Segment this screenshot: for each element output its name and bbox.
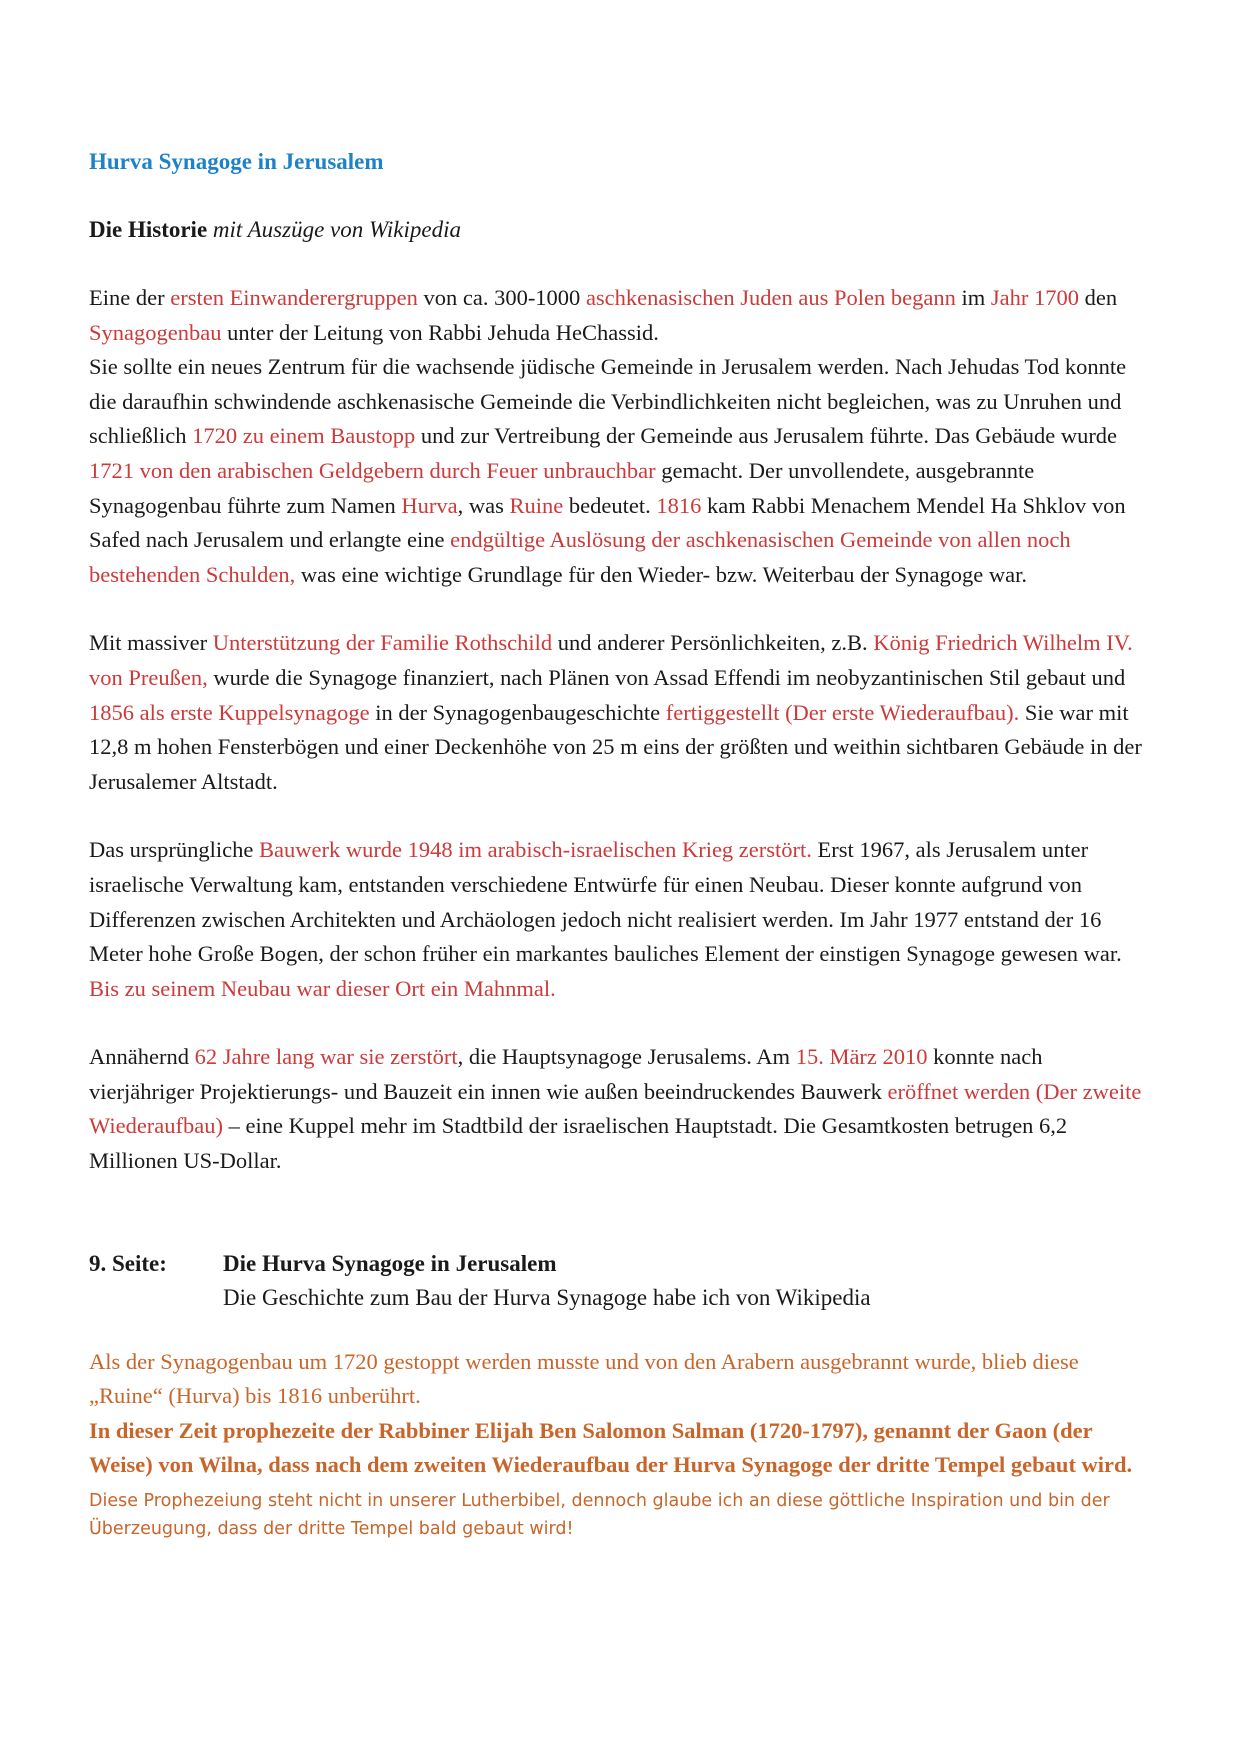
highlighted-text: 1720 zu einem Baustopp bbox=[192, 423, 416, 449]
chapter-title: Die Hurva Synagoge in Jerusalem bbox=[223, 1250, 557, 1276]
section-heading-bold: Die Historie bbox=[89, 217, 208, 242]
body-text: konnte nach vierjähriger Projektierungs- und Bauzeit ein innen wie außen beeindruckendes Bauwerk bbox=[89, 1044, 1043, 1104]
ruin-paragraph: Als der Synagogenbau um 1720 gestoppt werden musste und von den Arabern ausgebrannt wurde, blieb diese „Ruine“ (Hurva) bis 1816 unberührt. bbox=[89, 1348, 1079, 1409]
highlighted-text: 1816 bbox=[656, 492, 702, 518]
body-text: was eine wichtige Grundlage für den Wieder- bzw. Weiterbau der Synagoge war. bbox=[295, 561, 1027, 587]
highlighted-text: ersten Einwanderergruppen bbox=[170, 285, 418, 310]
body-text: gemacht. Der unvollendete, ausgebrannte Synagogenbau führte zum Namen bbox=[89, 457, 1035, 518]
body-text: Das ursprüngliche bbox=[89, 837, 259, 863]
body-text: Erst 1967, als Jerusalem unter israelische Verwaltung kam, entstanden verschiedene Entwürfe für einen Neubau. Dieser konnte aufgrund von Differenzen zwischen Architekten und Archäologen jedoch nicht realisiert werden. Im Jahr 1977 entstand der 16 Meter hohe Große Bogen, der schon früher ein markantes bauliches Element der einstigen Synagoge gewesen war. bbox=[89, 837, 1122, 967]
body-text: von ca. 300-1000 bbox=[417, 285, 586, 310]
highlighted-text: Jahr 1700 bbox=[990, 285, 1079, 310]
body-text: den bbox=[1078, 285, 1118, 310]
highlighted-text: 62 Jahre lang war sie zerstört bbox=[194, 1044, 458, 1070]
document-content bbox=[89, 145, 1149, 1543]
body-text: in der Synagogenbaugeschichte bbox=[369, 699, 666, 725]
body-text: unter der Leitung von Rabbi Jehuda HeChassid. bbox=[221, 319, 659, 345]
chapter-number: 9. Seite: bbox=[89, 1250, 167, 1276]
prophecy-paragraph: In dieser Zeit prophezeite der Rabbiner Elijah Ben Salomon Salman (1720-1797), genannt der Gaon (der Weise) von Wilna, dass nach dem zweiten Wiederaufbau der Hurva Synagoge der dritte Tempel gebaut wird. bbox=[89, 1417, 1133, 1478]
history-paragraph-4 bbox=[89, 1040, 1149, 1178]
chapter-description: Die Geschichte zum Bau der Hurva Synagoge habe ich von Wikipedia bbox=[223, 1284, 871, 1310]
highlighted-text: Synagogenbau bbox=[89, 319, 222, 345]
highlighted-text: eröffnet werden (Der zweite Wiederaufbau) bbox=[89, 1078, 1142, 1139]
highlighted-text: fertiggestellt (Der erste Wiederaufbau). bbox=[665, 699, 1020, 725]
body-text: wurde die Synagoge finanziert, nach Plänen von Assad Effendi im neobyzantinischen Stil gebaut und bbox=[207, 664, 1126, 690]
page-title: Hurva Synagoge in Jerusalem bbox=[89, 149, 384, 174]
body-text: Eine der bbox=[89, 285, 171, 310]
body-text: Mit massiver bbox=[89, 630, 213, 656]
history-paragraph-3 bbox=[89, 833, 1149, 1006]
highlighted-text: Unterstützung der Familie Rothschild bbox=[212, 630, 553, 656]
body-text: und anderer Persönlichkeiten, z.B. bbox=[552, 630, 874, 656]
body-text: , die Hauptsynagoge Jerusalems. Am bbox=[457, 1044, 796, 1070]
highlighted-text: 1856 als erste Kuppelsynagoge bbox=[89, 699, 370, 725]
section-heading bbox=[89, 213, 1149, 247]
chapter-body bbox=[223, 1247, 871, 1315]
highlighted-text: aschkenasischen Juden aus Polen begann bbox=[585, 285, 956, 310]
body-text: Sie sollte ein neues Zentrum für die wachsende jüdische Gemeinde in Jerusalem werden. Nach Jehudas Tod konnte die daraufhin schwindende aschkenasische Gemeinde die Verbindlichkeiten nicht begleichen, was zu Unruhen und schließlich bbox=[89, 354, 1127, 449]
highlighted-text: Hurva bbox=[401, 492, 458, 518]
body-text: , was bbox=[457, 492, 510, 518]
highlighted-text: Ruine bbox=[509, 492, 564, 518]
body-text: Annähernd bbox=[89, 1044, 195, 1070]
history-paragraph-1 bbox=[89, 281, 1149, 592]
body-text: Sie war mit 12,8 m hohen Fensterbögen und einer Deckenhöhe von 25 m eins der größten und weithin sichtbaren Gebäude in der Jerusalemer Altstadt. bbox=[89, 699, 1142, 794]
chapter-block bbox=[89, 1247, 1149, 1315]
history-paragraph-2 bbox=[89, 626, 1149, 799]
personal-note: Diese Prophezeiung steht nicht in unserer Lutherbibel, dennoch glaube ich an diese göttliche Inspiration und bin der Überzeugung, dass der dritte Tempel bald gebaut wird! bbox=[89, 1491, 1110, 1540]
highlighted-text: 1721 von den arabischen Geldgebern durch Feuer unbrauchbar bbox=[89, 457, 656, 483]
highlighted-text: Bauwerk wurde 1948 im arabisch-israelischen Krieg zerstört. bbox=[258, 837, 812, 863]
highlighted-text: Bis zu seinem Neubau war dieser Ort ein Mahnmal. bbox=[89, 975, 556, 1001]
highlighted-text: König Friedrich Wilhelm IV. von Preußen, bbox=[89, 630, 1133, 690]
body-text: im bbox=[955, 285, 991, 310]
body-text: – eine Kuppel mehr im Stadtbild der israelischen Hauptstadt. Die Gesamtkosten betrugen 6,2 Millionen US-Dollar. bbox=[89, 1113, 1068, 1174]
highlighted-text: endgültige Auslösung der aschkenasischen Gemeinde von allen noch bestehenden Schulden, bbox=[89, 527, 1071, 587]
body-text: und zur Vertreibung der Gemeinde aus Jerusalem führte. Das Gebäude wurde bbox=[415, 423, 1118, 449]
section-heading-italic: mit Auszüge von Wikipedia bbox=[212, 217, 461, 242]
body-text: bedeutet. bbox=[563, 492, 657, 518]
body-text: kam Rabbi Menachem Mendel Ha Shklov von Safed nach Jerusalem und erlangte eine bbox=[89, 492, 1126, 553]
highlighted-text: 15. März 2010 bbox=[795, 1044, 928, 1070]
